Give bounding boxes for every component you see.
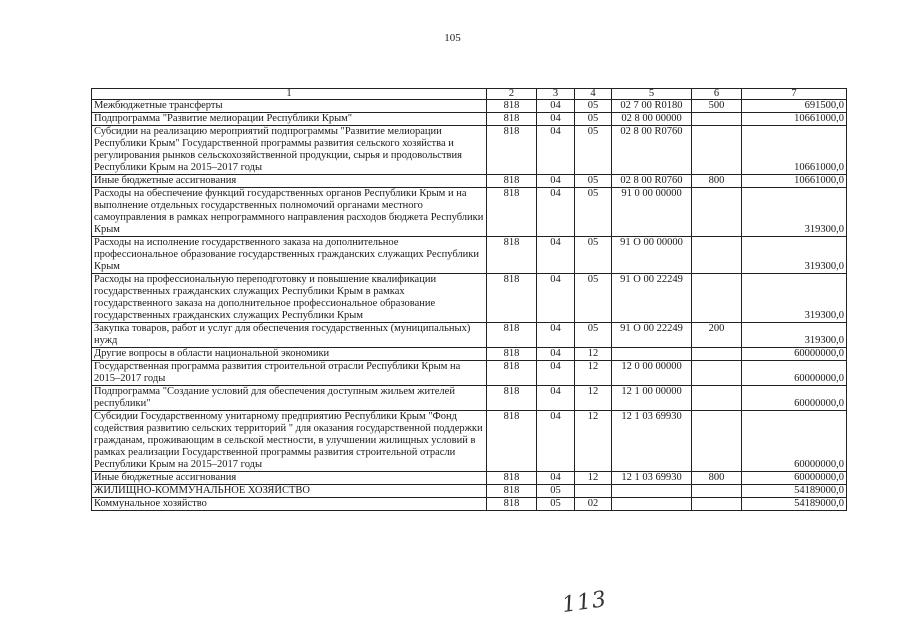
target-article-cell <box>612 348 692 361</box>
target-article-cell <box>612 485 692 498</box>
subsection-code-cell: 12 <box>575 361 612 386</box>
table-row <box>92 188 847 237</box>
section-code-cell: 05 <box>537 485 575 498</box>
table-row <box>92 386 847 411</box>
row-name-cell: Субсидии на реализацию мероприятий подпрограммы "Развитие мелиорации Республики Крым" Государственной программы развития сельского хозяйства и регулирования рынков сельскохозяйственной продукции, сырья и продовольствия Республики Крым на 2015–2017 годы <box>92 126 487 175</box>
table-header-row <box>92 89 847 100</box>
ministry-code-cell: 818 <box>487 188 537 237</box>
table-row <box>92 126 847 175</box>
section-code-cell: 04 <box>537 188 575 237</box>
expense-type-cell: 500 <box>692 100 742 113</box>
amount-cell: 319300,0 <box>742 274 847 323</box>
amount-cell: 60000000,0 <box>742 386 847 411</box>
ministry-code-cell: 818 <box>487 348 537 361</box>
expense-type-cell <box>692 411 742 472</box>
row-name-cell: Подпрограмма "Создание условий для обеспечения доступным жильем жителей республики" <box>92 386 487 411</box>
ministry-code-cell: 818 <box>487 361 537 386</box>
section-code-cell: 04 <box>537 323 575 348</box>
target-article-cell: 91 О 00 22249 <box>612 323 692 348</box>
expense-type-cell <box>692 498 742 511</box>
target-article-cell: 12 0 00 00000 <box>612 361 692 386</box>
row-name-cell: Другие вопросы в области национальной экономики <box>92 348 487 361</box>
target-article-cell: 91 0 00 00000 <box>612 188 692 237</box>
subsection-code-cell: 05 <box>575 126 612 175</box>
ministry-code-cell: 818 <box>487 485 537 498</box>
table-row <box>92 411 847 472</box>
column-header: 4 <box>575 89 612 100</box>
ministry-code-cell: 818 <box>487 274 537 323</box>
table-row <box>92 237 847 274</box>
ministry-code-cell: 818 <box>487 237 537 274</box>
target-article-cell: 12 1 03 69930 <box>612 472 692 485</box>
amount-cell: 60000000,0 <box>742 472 847 485</box>
table-row <box>92 100 847 113</box>
budget-table <box>91 88 847 511</box>
table-row <box>92 175 847 188</box>
section-code-cell: 04 <box>537 175 575 188</box>
expense-type-cell <box>692 348 742 361</box>
expense-type-cell <box>692 237 742 274</box>
table-row <box>92 113 847 126</box>
ministry-code-cell: 818 <box>487 472 537 485</box>
row-name-cell: Государственная программа развития строительной отрасли Республики Крым на 2015–2017 годы <box>92 361 487 386</box>
expense-type-cell <box>692 485 742 498</box>
table-row <box>92 361 847 386</box>
section-code-cell: 04 <box>537 386 575 411</box>
amount-cell: 319300,0 <box>742 188 847 237</box>
amount-cell: 60000000,0 <box>742 411 847 472</box>
section-code-cell: 04 <box>537 361 575 386</box>
row-name-cell: Расходы на исполнение государственного заказа на дополнительное профессиональное образование государственных гражданских служащих Республики Крым <box>92 237 487 274</box>
section-code-cell: 04 <box>537 100 575 113</box>
target-article-cell: 02 7 00 R0180 <box>612 100 692 113</box>
subsection-code-cell: 05 <box>575 237 612 274</box>
column-header: 6 <box>692 89 742 100</box>
subsection-code-cell: 12 <box>575 386 612 411</box>
row-name-cell: Закупка товаров, работ и услуг для обеспечения государственных (муниципальных) нужд <box>92 323 487 348</box>
ministry-code-cell: 818 <box>487 175 537 188</box>
section-code-cell: 04 <box>537 348 575 361</box>
expense-type-cell <box>692 274 742 323</box>
subsection-code-cell: 05 <box>575 100 612 113</box>
subsection-code-cell: 12 <box>575 411 612 472</box>
section-code-cell: 04 <box>537 274 575 323</box>
section-code-cell: 04 <box>537 411 575 472</box>
expense-type-cell <box>692 126 742 175</box>
target-article-cell <box>612 498 692 511</box>
row-name-cell: Подпрограмма "Развитие мелиорации Республики Крым" <box>92 113 487 126</box>
table-row <box>92 274 847 323</box>
section-code-cell: 05 <box>537 498 575 511</box>
section-code-cell: 04 <box>537 113 575 126</box>
expense-type-cell: 800 <box>692 175 742 188</box>
target-article-cell: 12 1 03 69930 <box>612 411 692 472</box>
table-row <box>92 498 847 511</box>
section-code-cell: 04 <box>537 237 575 274</box>
expense-type-cell <box>692 188 742 237</box>
amount-cell: 10661000,0 <box>742 175 847 188</box>
target-article-cell: 91 О 00 00000 <box>612 237 692 274</box>
subsection-code-cell: 12 <box>575 472 612 485</box>
ministry-code-cell: 818 <box>487 411 537 472</box>
expense-type-cell: 800 <box>692 472 742 485</box>
amount-cell: 319300,0 <box>742 323 847 348</box>
ministry-code-cell: 818 <box>487 323 537 348</box>
subsection-code-cell: 12 <box>575 348 612 361</box>
target-article-cell: 02 8 00 R0760 <box>612 175 692 188</box>
ministry-code-cell: 818 <box>487 113 537 126</box>
table-row <box>92 485 847 498</box>
table-row <box>92 348 847 361</box>
amount-cell: 54189000,0 <box>742 485 847 498</box>
row-name-cell: Расходы на обеспечение функций государственных органов Республики Крым и на выполнение отдельных государственных полномочий органами местного самоуправления в рамках непрограммного направления расходов бюджета Республики Крым <box>92 188 487 237</box>
target-article-cell: 91 О 00 22249 <box>612 274 692 323</box>
ministry-code-cell: 818 <box>487 126 537 175</box>
amount-cell: 10661000,0 <box>742 126 847 175</box>
subsection-code-cell: 05 <box>575 113 612 126</box>
handwritten-page-mark: 113 <box>560 586 609 619</box>
column-header: 5 <box>612 89 692 100</box>
amount-cell: 691500,0 <box>742 100 847 113</box>
subsection-code-cell: 05 <box>575 274 612 323</box>
ministry-code-cell: 818 <box>487 100 537 113</box>
column-header: 2 <box>487 89 537 100</box>
ministry-code-cell: 818 <box>487 498 537 511</box>
row-name-cell: ЖИЛИЩНО-КОММУНАЛЬНОЕ ХОЗЯЙСТВО <box>92 485 487 498</box>
amount-cell: 60000000,0 <box>742 361 847 386</box>
row-name-cell: Субсидии Государственному унитарному предприятию Республики Крым "Фонд содействия развитию сельских территорий " для оказания государственной поддержки гражданам, проживающим в сельской местности, в улучшении жилищных условий в рамках реализации Государственной программы развития строительной отрасли Республики Крым на 2015–2017 годы <box>92 411 487 472</box>
amount-cell: 319300,0 <box>742 237 847 274</box>
subsection-code-cell: 05 <box>575 188 612 237</box>
ministry-code-cell: 818 <box>487 386 537 411</box>
table-row <box>92 323 847 348</box>
column-header: 1 <box>92 89 487 100</box>
expense-type-cell <box>692 361 742 386</box>
row-name-cell: Коммунальное хозяйство <box>92 498 487 511</box>
subsection-code-cell: 02 <box>575 498 612 511</box>
section-code-cell: 04 <box>537 472 575 485</box>
column-header: 3 <box>537 89 575 100</box>
expense-type-cell <box>692 386 742 411</box>
column-header: 7 <box>742 89 847 100</box>
section-code-cell: 04 <box>537 126 575 175</box>
target-article-cell: 02 8 00 R0760 <box>612 126 692 175</box>
target-article-cell: 02 8 00 00000 <box>612 113 692 126</box>
expense-type-cell <box>692 113 742 126</box>
row-name-cell: Расходы на профессиональную переподготовку и повышение квалификации государственных гражданских служащих Республики Крым в рамках государственного заказа на дополнительное профессиональное образование государственных гражданских служащих Республики Крым <box>92 274 487 323</box>
expense-type-cell: 200 <box>692 323 742 348</box>
target-article-cell: 12 1 00 00000 <box>612 386 692 411</box>
subsection-code-cell: 05 <box>575 323 612 348</box>
subsection-code-cell <box>575 485 612 498</box>
table-row <box>92 472 847 485</box>
amount-cell: 60000000,0 <box>742 348 847 361</box>
row-name-cell: Иные бюджетные ассигнования <box>92 175 487 188</box>
amount-cell: 10661000,0 <box>742 113 847 126</box>
row-name-cell: Иные бюджетные ассигнования <box>92 472 487 485</box>
amount-cell: 54189000,0 <box>742 498 847 511</box>
row-name-cell: Межбюджетные трансферты <box>92 100 487 113</box>
page-number: 105 <box>444 32 461 44</box>
subsection-code-cell: 05 <box>575 175 612 188</box>
